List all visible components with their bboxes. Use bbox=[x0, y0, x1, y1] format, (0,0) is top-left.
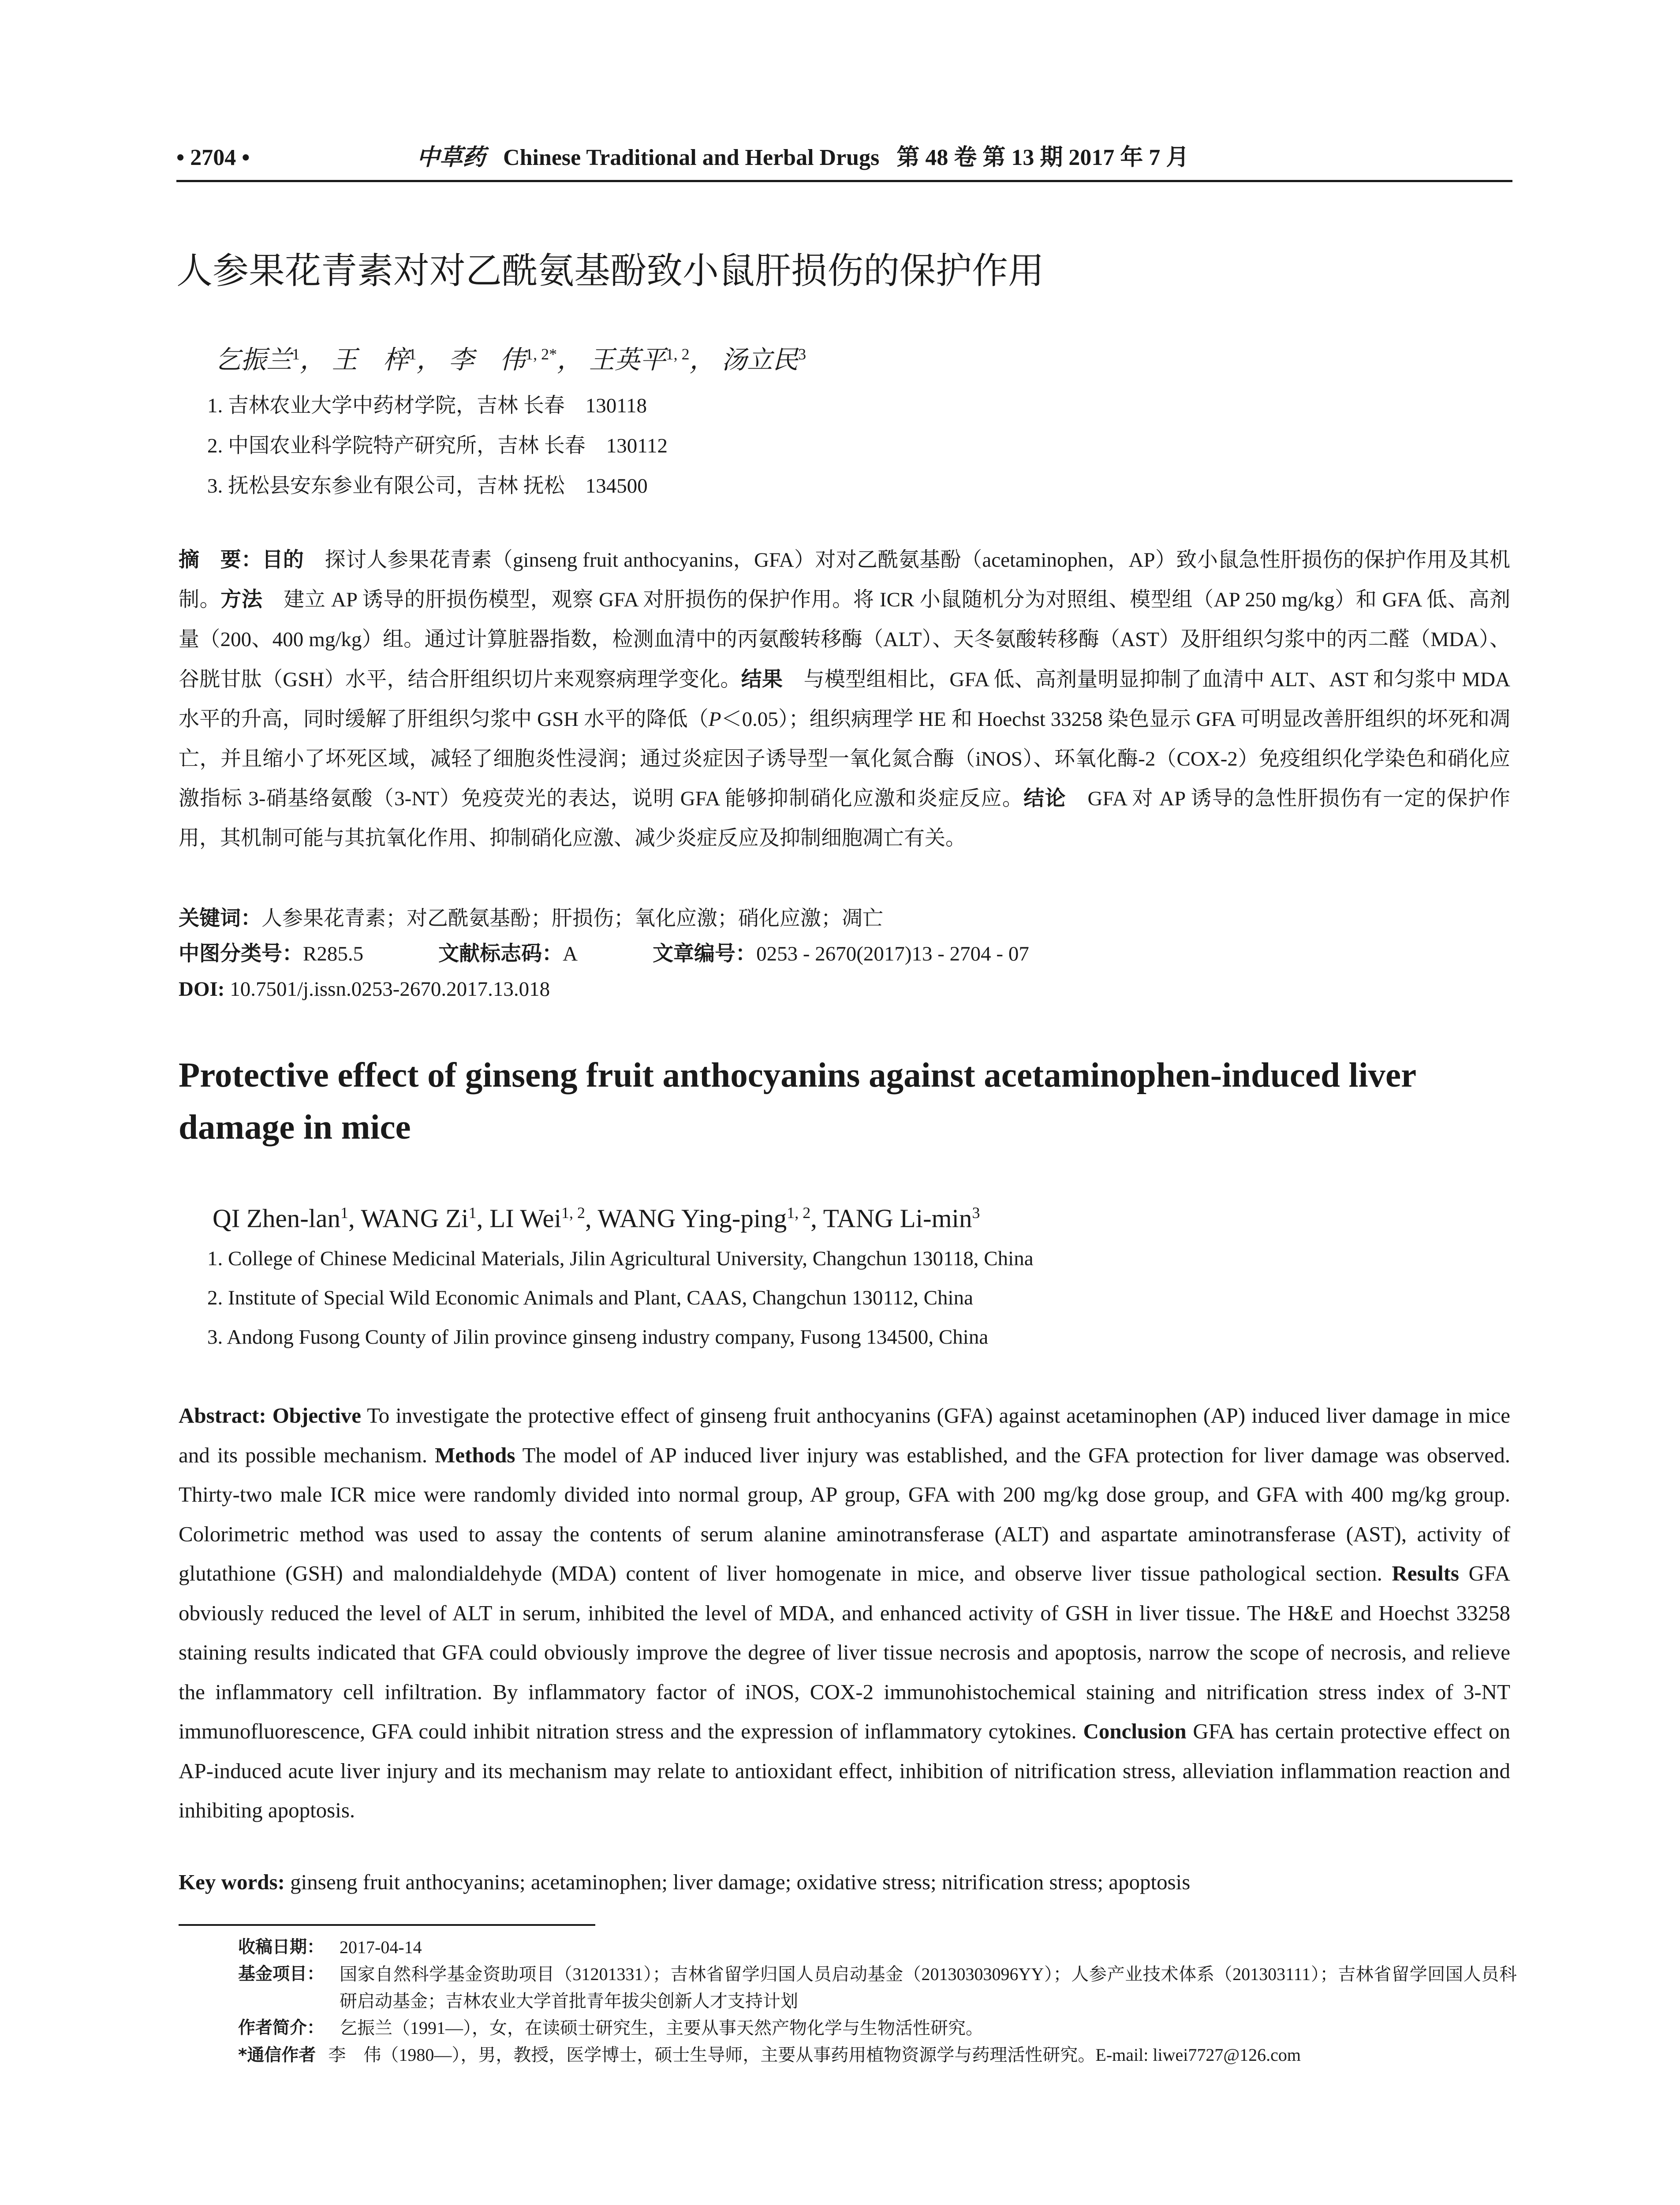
cn-author: 乞振兰 bbox=[215, 345, 292, 374]
en-abstract bbox=[179, 1396, 1510, 1830]
cn-methods-text: 建立 AP 诱导的肝损伤模型，观察 GFA 对肝损伤的保护作用。将 ICR 小鼠随机分为对照组、模型组（AP 250 mg/kg）和 GFA 低、高剂量（200、400 mg/kg）组。通过计算脏器指数，检测血清中的丙氨酸转移酶（ALT）、天冬氨酸转移酶（AST）及肝组织匀浆中的丙二醛（MDA）、谷胱甘肽（GSH）水平，结合肝组织切片来观察病理学变化。 bbox=[179, 588, 1511, 691]
doi-label: DOI: bbox=[179, 978, 225, 1001]
doc-code-label: 文献标志码： bbox=[438, 942, 563, 966]
cn-author-affil-mark: 1 bbox=[408, 345, 417, 363]
cn-abstract bbox=[179, 540, 1510, 859]
en-author-affil-mark: 1 bbox=[340, 1204, 348, 1222]
footnote-text: 乞振兰（1991—），女，在读硕士研究生，主要从事天然产物化学与生物活性研究。 bbox=[340, 2018, 983, 2038]
page-number: • 2704 • bbox=[176, 145, 250, 170]
clc-label: 中图分类号： bbox=[179, 942, 303, 966]
cn-author-list: 乞振兰$^1$， 王 梓$^1$， 李 伟$^{1, 2*}$， 王英平$^{1, 2}$， 汤立民$^3$ bbox=[215, 345, 806, 374]
footnote-text: 李 伟（1980—），男，教授，医学博士，硕士生导师，主要从事药用植物资源学与药理活性研究。E-mail: liwei7727@126.com bbox=[328, 2045, 1301, 2065]
en-author: LI Wei bbox=[489, 1203, 561, 1233]
en-author: TANG Li-min bbox=[823, 1203, 972, 1233]
journal-issue: 第 48 卷 第 13 期 2017 年 7 月 bbox=[896, 145, 1189, 170]
cn-author-affil-mark: 3 bbox=[798, 345, 806, 363]
cn-results-label: 结果 bbox=[741, 667, 783, 691]
en-abstract-label: Abstract: Objective bbox=[179, 1403, 362, 1428]
cn-affiliations bbox=[207, 386, 1486, 506]
en-keywords bbox=[179, 1863, 1510, 1901]
footnote-label: *通信作者 bbox=[238, 2045, 316, 2065]
en-article-title: Protective effect of ginseng fruit anthocyanins against acetaminophen-induced liver damage in mice bbox=[179, 1056, 1416, 1147]
footnote-label: 作者简介： bbox=[238, 2018, 325, 2038]
cn-affiliation: 1. 吉林农业大学中药材学院，吉林 长春 130118 bbox=[207, 394, 647, 417]
cn-conclusion-label: 结论 bbox=[1023, 786, 1067, 811]
en-author-affil-mark: 1 bbox=[468, 1204, 477, 1222]
en-keywords-label: Key words: bbox=[179, 1870, 285, 1894]
footnotes bbox=[238, 1934, 1517, 2069]
footnote-label: 基金项目： bbox=[238, 1964, 325, 1984]
cn-abstract-label: 摘 要： bbox=[179, 548, 262, 572]
en-conclusion-text: GFA has certain protective effect on AP-induced acute liver injury and its mechanism may relate to antioxidant effect, inhibition of nitrification stress, alleviation inflammation reaction and inhibiting apoptosis. bbox=[179, 1719, 1510, 1822]
cn-keywords-text: 人参果花青素；对乙酰氨基酚；肝损伤；氧化应激；硝化应激；凋亡 bbox=[261, 907, 883, 930]
cn-results-text: 与模型组相比，GFA 低、高剂量明显抑制了血清中 ALT、AST 和匀浆中 MDA 水平的升高，同时缓解了肝组织匀浆中 GSH 水平的降低（ bbox=[179, 668, 1511, 731]
cn-affiliation: 2. 中国农业科学院特产研究所，吉林 长春 130112 bbox=[207, 434, 668, 457]
footnote-text: 2017-04-14 bbox=[340, 1937, 422, 1957]
cn-author-affil-mark: 1, 2* bbox=[525, 345, 557, 363]
en-affiliation: 1. College of Chinese Medicinal Materials, Jilin Agricultural University, Changchun 130118, China bbox=[207, 1247, 1034, 1270]
cn-author: 汤立民 bbox=[721, 345, 799, 374]
en-affiliations bbox=[207, 1239, 1486, 1357]
footnote-funding bbox=[238, 1961, 1517, 2014]
en-results-text: GFA obviously reduced the level of ALT in serum, inhibited the level of MDA, and enhanced activity of GSH in liver tissue. The H&E and Hoechst 33258 staining results indicated that GFA could obviously improve the degree of liver tissue necrosis and apoptosis, narrow the scope of necrosis, and relieve the inflammatory cell infiltration. By inflammatory factor of iNOS, COX-2 immunohistochemical staining and nitrification stress index of 3-NT immunofluorescence, GFA could inhibit nitration stress and the expression of inflammatory cytokines. bbox=[179, 1561, 1511, 1743]
cn-author: 李 伟 bbox=[448, 345, 526, 374]
footnote-corresponding bbox=[238, 2041, 1517, 2069]
en-author: WANG Zi bbox=[361, 1203, 469, 1233]
cn-keywords bbox=[179, 901, 883, 936]
article-no-value: 0253 - 2670(2017)13 - 2704 - 07 bbox=[756, 942, 1029, 965]
en-author-list: QI Zhen-lan$^1$, WANG Zi$^1$, LI Wei$^{1, 2}$, WANG Ying-ping$^{1, 2}$, TANG $Li-\min^3$ bbox=[213, 1203, 980, 1233]
en-objective-text: To investigate the protective effect of ginseng fruit anthocyanins (GFA) against acetaminophen (AP) induced liver damage in mice and its possible mechanism. bbox=[179, 1403, 1510, 1467]
cn-author: 王 梓 bbox=[332, 345, 409, 374]
p-value-symbol: P bbox=[708, 707, 721, 731]
footnote-label: 收稿日期： bbox=[238, 1937, 325, 1957]
footnote-rule bbox=[179, 1924, 595, 1926]
en-affiliation: 3. Andong Fusong County of Jilin province ginseng industry company, Fusong 134500, China bbox=[207, 1326, 989, 1349]
en-author-affil-mark: 3 bbox=[972, 1204, 980, 1222]
en-author-affil-mark: 1, 2 bbox=[561, 1204, 585, 1222]
journal-name-en: Chinese Traditional and Herbal Drugs bbox=[503, 145, 880, 170]
journal-name bbox=[417, 140, 1189, 176]
cn-author-affil-mark: 1, 2 bbox=[665, 345, 690, 363]
doi-value: 10.7501/j.issn.0253-2670.2017.13.018 bbox=[224, 978, 550, 1001]
cn-author-affil-mark: 1 bbox=[292, 345, 300, 363]
en-conclusion-label: Conclusion bbox=[1083, 1719, 1187, 1743]
en-author: QI Zhen-lan bbox=[213, 1203, 340, 1233]
clc-value: R285.5 bbox=[303, 942, 364, 965]
cn-article-title: 人参果花青素对对乙酰氨基酚致小鼠肝损伤的保护作用 bbox=[176, 250, 1045, 292]
article-no-label: 文章编号： bbox=[653, 942, 757, 966]
footnote-received bbox=[238, 1934, 1517, 1961]
en-keywords-text: ginseng fruit anthocyanins; acetaminophen; liver damage; oxidative stress; nitrification stress; apoptosis bbox=[284, 1870, 1191, 1894]
running-header bbox=[176, 140, 1512, 182]
cn-conclusion-text: GFA 对 AP 诱导的急性肝损伤有一定的保护作用，其机制可能与其抗氧化作用、抑制硝化应激、减少炎症反应及抑制细胞凋亡有关。 bbox=[179, 787, 1510, 850]
doi-line bbox=[179, 972, 550, 1007]
cn-affiliation: 3. 抚松县安东参业有限公司，吉林 抚松 134500 bbox=[207, 475, 648, 497]
en-methods-label: Methods bbox=[435, 1443, 515, 1467]
en-author-affil-mark: 1, 2 bbox=[787, 1204, 811, 1222]
en-affiliation: 2. Institute of Special Wild Economic Animals and Plant, CAAS, Changchun 130112, China bbox=[207, 1286, 973, 1309]
doc-code-value: A bbox=[563, 942, 578, 965]
en-methods-text: The model of AP induced liver injury was established, and the GFA protection for liver damage was observed. Thirty-two male ICR mice were randomly divided into normal group, AP group, GFA with 200 mg/kg dose group, and GFA with 400 mg/kg group. Colorimetric method was used to assay the contents of serum alanine aminotransferase (ALT) and aspartate aminotransferase (AST), activity of glutathione (GSH) and malondialdehyde (MDA) content of liver homogenate in mice, and observe liver tissue pathological section. bbox=[179, 1443, 1510, 1585]
classification-line bbox=[179, 936, 1029, 972]
footnote-text: 国家自然科学基金资助项目（31201331）；吉林省留学归国人员启动基金（20130303096YY）；人参产业技术体系（201303111）；吉林省留学回国人员科研启动基金；吉林农业大学首批青年拔尖创新人才支持计划 bbox=[340, 1964, 1517, 2011]
footnote-author-bio bbox=[238, 2014, 1517, 2041]
journal-logo-cn: 中草药 bbox=[417, 145, 486, 170]
en-author: WANG Ying-ping bbox=[597, 1203, 787, 1233]
en-results-label: Results bbox=[1392, 1561, 1459, 1585]
cn-objective-label: 目的 bbox=[262, 548, 304, 572]
cn-objective-text: 探讨人参果花青素（ginseng fruit anthocyanins，GFA）对对乙酰氨基酚（acetaminophen，AP）致小鼠急性肝损伤的保护作用及其机制。 bbox=[179, 549, 1511, 612]
cn-author: 王英平 bbox=[589, 345, 666, 374]
cn-methods-label: 方法 bbox=[220, 587, 263, 612]
cn-results-text-cont: ＜0.05）；组织病理学 HE 和 Hoechst 33258 染色显示 GFA 可明显改善肝组织的坏死和凋亡，并且缩小了坏死区域，减轻了细胞炎性浸润；通过炎症因子诱导型一氧化氮合酶（iNOS）、环氧化酶-2（COX-2）免疫组织化学染色和硝化应激指标 3-硝基络氨酸（3-NT）免疫荧光的表达，说明 GFA 能够抑制硝化应激和炎症反应。 bbox=[179, 707, 1510, 811]
cn-keywords-label: 关键词： bbox=[179, 906, 261, 931]
